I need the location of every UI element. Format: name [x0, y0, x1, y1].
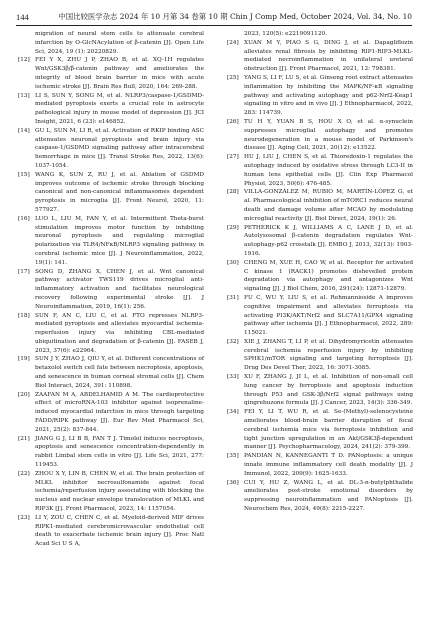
reference-entry — [227, 188, 413, 223]
reference-text: 2023, 120(5): e2219091120. — [244, 31, 327, 37]
reference-text: migration of neural stem cells to attenuate cerebral infarction by O-GlcNAcylation of β-catenin [J]. Open Life Sci, 2024, 19 (1): 20220829. — [35, 31, 204, 55]
reference-entry — [227, 74, 413, 118]
reference-entry — [227, 479, 413, 514]
reference-entry — [18, 435, 204, 470]
reference-number: [17] — [18, 268, 30, 275]
reference-number: [13] — [18, 92, 30, 99]
reference-entry — [18, 30, 204, 56]
reference-entry — [227, 373, 413, 408]
reference-number: [29] — [227, 224, 239, 231]
reference-entry — [227, 39, 413, 74]
reference-entry — [18, 171, 204, 215]
reference-text: SUN J Y, ZHAO J, QIU Y, et al. Different concentrations of betaxolol switch cell fate between necroptosis, apoptosis, and senescence in human corneal stromal cells [J]. Chem Biol Interact, 2024, 391: 110898. — [35, 356, 204, 389]
reference-text: XUAN M Y, PIAO S G, DING J, et al. Dapagliflozin alleviates renal fibrosis by inhibiting RIP1-RIP3-MLKL-mediated necroinflammation in unilateral ureteral obstruction [J]. Front Pharmacol, 2021, 12: 798381. — [244, 39, 413, 73]
reference-entry — [18, 215, 204, 268]
reference-text: SONG D, ZHANG X, CHEN J, et al. Wnt canonical pathway activator TWS119 drives microglial anti-inflammatory activation and facilitates neurological recovery following experimental stroke [J]. J Neuroinflammation, 2019, 16(1): 256. — [35, 268, 204, 310]
reference-text: CHENG M, XUE H, CAO W, et al. Receptor for activated C kinase 1 (RACK1) promotes dishevelled protein degradation via autophagy and antagonizes Wnt signaling [J]. J Biol Chem, 2016, 291(24): 12871-12879. — [244, 259, 413, 293]
reference-entry — [18, 92, 204, 127]
reference-text: LI Y, ZOU C, CHEN C, et al. Myeloid-derived MIF drives RIPK1-mediated cerebromicrovascular endothelial cell death to exacerbate ischemic brain injury [J]. Proc Natl Acad Sci U S A, — [35, 514, 204, 548]
reference-number: [34] — [227, 409, 239, 416]
reference-entry — [227, 452, 413, 478]
reference-entry — [18, 312, 204, 356]
reference-text: YANG S, LI F, LU S, et al. Ginseng root extract attenuates inflammation by inhibiting the MAPK/NF-κB signaling pathway and activating autophagy and p62-Nrf2-Keap1 signaling in vitro and in vivo [J]. J Ethnopharmacol, 2022, 283: 114739. — [244, 74, 413, 117]
reference-entry — [227, 259, 413, 294]
reference-number: [20] — [18, 391, 30, 398]
reference-entry — [18, 56, 204, 91]
reference-number: [26] — [227, 118, 239, 125]
reference-column-right — [227, 30, 413, 514]
reference-text: GU L, SUN M, LI R, et al. Activation of RKIP binding ASC attenuates neuronal pyroptosis and brain injury via caspase-1/GSDMD signaling pathway after intracerebral hemorrhage in mice [J]. Transl Stroke Res, 2022, 13(6): 1037-1054. — [35, 127, 204, 169]
reference-entry — [227, 224, 413, 259]
running-header — [16, 10, 412, 24]
reference-entry — [18, 514, 204, 549]
reference-number: [19] — [18, 356, 30, 363]
reference-entry — [18, 355, 204, 390]
reference-text: JIANG G J, LI B B, FAN T J. Timolol induces necroptosis, apoptosis and senescence concentration-dependently in rabbit Limbal stem cells in vitro [J]. Life Sci, 2021, 277: 119453. — [35, 435, 204, 469]
reference-number: [12] — [18, 57, 30, 64]
reference-number: [33] — [227, 374, 239, 381]
reference-entry — [227, 408, 413, 452]
reference-number: [24] — [227, 39, 239, 46]
reference-number: [31] — [227, 294, 239, 301]
reference-text: ZAAFAN M A, ABDELHAMID A M. The cardioprotective effect of microRNA-103 inhibitor against isoprenaline-induced myocardial infarction in mice through targeting FADD/RIPK pathway [J]. Eur Rev Med Pharmacol Sci, 2021, 25(2): 837-844. — [35, 391, 204, 433]
reference-text: VILLA-GONZÁLEZ M, RUBIO M, MARTÍN-LÓPEZ G, et al. Pharmacological inhibition of mTORC1 reduces neural death and damage volume after MCAO by modulating microglial reactivity [J]. Biol Direct, 2024, 19(1): 26. — [244, 189, 413, 222]
reference-text: LUO L, LIU M, FAN Y, et al. Intermittent Theta-burst stimulation improves motor function by inhibiting neuronal pyroptosis and regulating microglial polarization via TLR4/NFκB/NLRP3 signaling pathway in cerebral ischemic mice [J]. J Neuroinflammation, 2022, 19(1): 141. — [35, 215, 204, 266]
reference-text: LI S, SUN Y, SONG M, et al. NLRP3/caspase-1/GSDMD-mediated pyroptosis exerts a crucial role in astrocyte pathological injury in mouse model of depression [J]. JCI Insight, 2021, 6 (23): e146852. — [35, 92, 204, 125]
reference-text: HU J, LIU J, CHEN S, et al. Thioredoxin-1 regulates the autophagy induced by oxidative stress through LC3-II in human lens epithelial cells [J]. Clin Exp Pharmacol Physiol, 2023, 50(6): 476-485. — [244, 154, 413, 187]
reference-number: [14] — [18, 127, 30, 134]
reference-number: [15] — [18, 171, 30, 178]
reference-text: FU C, WU Y, LIU S, et al. Rehmannioside A improves cognitive impairment and alleviates ferroptosis via activating PI3K/AKT/Nrf2 and SLC7A11/GPX4 signaling pathway after ischemia [J]. J Ethnopharmacol, 2022, 289: 115021. — [244, 294, 413, 337]
reference-text: ZHOU X Y, LIN B, CHEN W, et al. The brain protection of MLKL inhibitor necrosulfonamide against focal ischemia/reperfusion injury associating with blocking the nucleus and nuclear envelope translocation of MLKL and RIP3K [J]. Front Pharmacol, 2023, 14: 1157054. — [35, 470, 204, 513]
reference-number: [23] — [18, 514, 30, 521]
reference-text: XU F, ZHANG J, JI L, et al. Inhibition of non-small cell lung cancer by ferroptosis and apoptosis induction through P53 and GSK-3β/Nrf2 signal pathways using qingrebuzone formula [J]. J Cancer, 2023, 14(3): 336-349. — [244, 374, 413, 407]
reference-number: [25] — [227, 74, 239, 81]
reference-number: [22] — [18, 470, 30, 477]
reference-text: SUN F, AN C, LIU C, et al. FTO represses NLRP3-mediated pyroptosis and alleviates myocardial ischemia-reperfusion injury via inhibiting CBL-mediated ubiquitination and degradation of β-catenin [J]. FASEB J, 2023, 37(6): e22964. — [35, 312, 204, 354]
reference-entry — [227, 338, 413, 373]
reference-entry — [18, 268, 204, 312]
reference-text: FEI Y X, ZHU J P, ZHAO B, et al. XQ-1H regulates Wnt/GSK3β/β-catenin pathway and ameliorates the integrity of blood brain barrier in mice with acute ischemic stroke [J]. Brain Res Bull, 2020, 164: 269-288. — [35, 57, 204, 90]
journal-citation-line: 中国比较医学杂志 2024 年 10 月第 34 卷第 10 期 Chin J Comp Med, October 2024, Vol. 34, No. 10 — [58, 12, 412, 21]
reference-text: CUI Y, HU Z, WANG L, et al. DL-3-n-butylphthalide ameliorates post-stroke emotional disorders by suppressing neuroinflammation and PANoptosis [J]. Neurochem Res, 2024, 49(8): 2215-2227. — [244, 479, 413, 513]
reference-text: PANDIAN N, KANNEGANTI T D. PANoptosis: a unique innate immune inflammatory cell death modality [J]. J Immunol, 2022, 209(9): 1625-1633. — [244, 453, 413, 477]
reference-number: [21] — [18, 435, 30, 442]
reference-entry — [227, 118, 413, 153]
reference-entry — [227, 30, 413, 39]
reference-text: FEI Y, LI T, WU R, et al. Se-(Methyl)-selenocysteine ameliorates blood-brain barrier disruption of focal cerebral ischemia mice via ferroptosis inhibition and tight junction upregulation in an Akt/GSK3β-dependent manner [J]. Psychopharmacology, 2024, 241(2): 379-399. — [244, 409, 413, 451]
reference-number: [35] — [227, 453, 239, 460]
reference-number: [27] — [227, 154, 239, 161]
header-rule — [16, 25, 412, 26]
reference-text: TU H Y, YUAN B S, HOU X O, et al. α-synuclein suppresses microglial autophagy and promotes neurodegeneration in a mouse model of Parkinson's disease [J]. Aging Cell, 2021, 20(12): e13522. — [244, 118, 413, 152]
reference-entry — [18, 127, 204, 171]
reference-number: [30] — [227, 259, 239, 266]
reference-text: XIE J, ZHANG T, LI P, et al. Dihydromyricetin attenuates cerebral ischemia reperfusion injury by inhibiting SPHK1/mTOR signaling and targeting ferroptosis [J]. Drug Des Devel Ther, 2022, 16: 3071-3085. — [244, 338, 413, 372]
reference-column-left — [18, 30, 204, 549]
reference-number: [32] — [227, 338, 239, 345]
reference-entry — [227, 153, 413, 188]
reference-entry — [18, 391, 204, 435]
reference-text: PETHERICK K J, WILLIAMS A C, LANE J D, et al. Autolysosomal β-catenin degradation regulates Wnt-autophagy-p62 crosstalk [J]. EMBO J, 2013, 32(13): 1903-1916. — [244, 224, 413, 257]
reference-number: [36] — [227, 479, 239, 486]
reference-number: [18] — [18, 312, 30, 319]
reference-entry — [227, 294, 413, 338]
reference-text: WANG K, SUN Z, RU J, et al. Ablation of GSDMD improves outcome of ischemic stroke through blocking canonical and non-canonical inflammasomes dependent pyroptosis in microglia [J]. Front Neurol, 2020, 11: 577927. — [35, 171, 204, 213]
reference-number: [28] — [227, 189, 239, 196]
reference-entry — [18, 470, 204, 514]
page-number: 144 — [16, 12, 29, 22]
reference-number: [16] — [18, 215, 30, 222]
